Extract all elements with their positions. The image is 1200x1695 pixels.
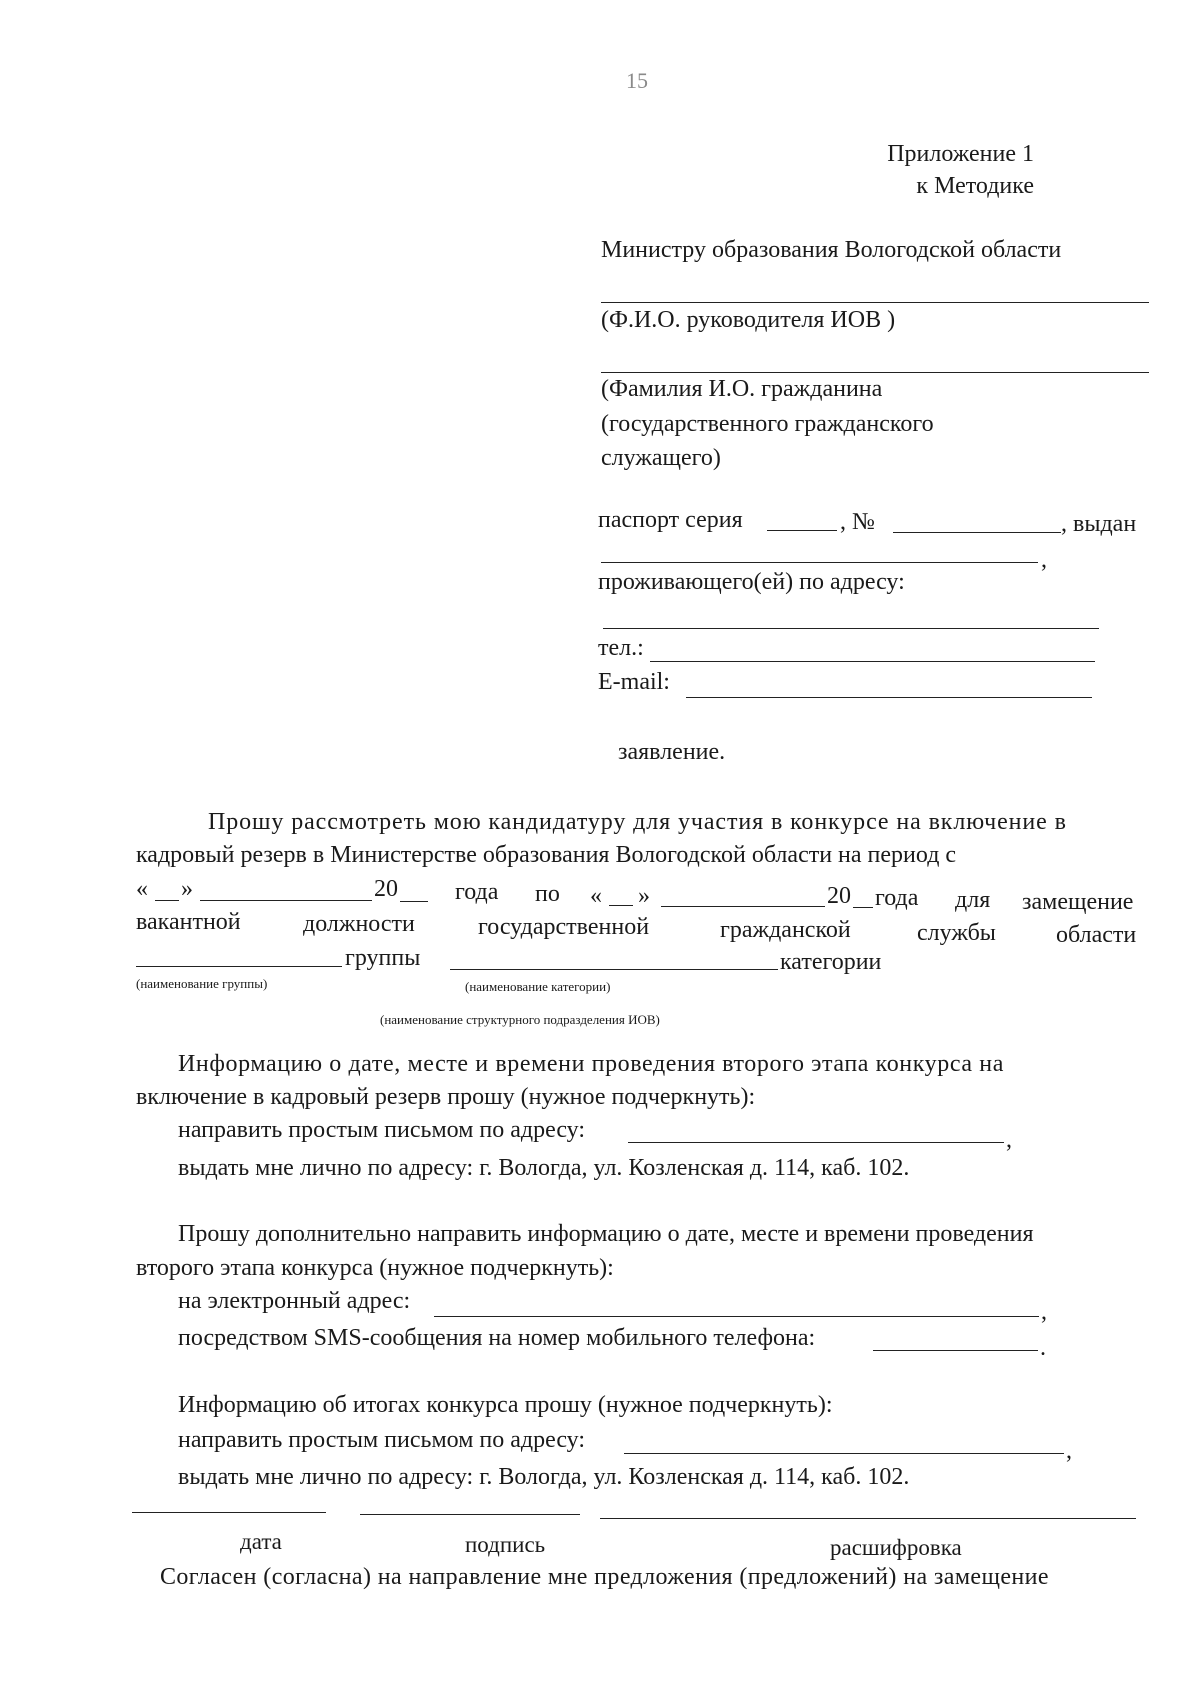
additional-email: на электронный адрес: [178, 1288, 411, 1314]
passport-series-line [767, 530, 837, 531]
results-by-mail: направить простым письмом по адресу: [178, 1427, 586, 1453]
passport-series-label: паспорт серия [598, 507, 743, 533]
quote-open-1: « [136, 876, 148, 902]
year-line-2 [853, 907, 873, 908]
stage2-by-mail: направить простым письмом по адресу: [178, 1117, 586, 1143]
passport-issuer-line [601, 562, 1038, 563]
additional-phone-line [873, 1350, 1038, 1351]
stage2-line-1: Информацию о дате, месте и времени проведения второго этапа конкурса на [178, 1051, 1004, 1077]
passport-number-label: , № [840, 509, 875, 535]
word-position: должности [303, 911, 415, 937]
kategorii-label: категории [780, 949, 882, 975]
email-line [686, 697, 1092, 698]
stage2-line-2: включение в кадровый резерв прошу (нужное подчеркнуть): [136, 1084, 756, 1110]
year-1: 20 [374, 876, 398, 902]
results-mail-line [624, 1453, 1064, 1454]
applicant-hint-3: служащего) [601, 445, 721, 471]
address-line [603, 628, 1099, 629]
quote-close-1: » [181, 876, 193, 902]
category-line [450, 969, 778, 970]
additional-comma: , [1041, 1299, 1047, 1325]
month-line-1 [200, 900, 372, 901]
date-caption: дата [240, 1529, 282, 1554]
results-line-1: Информацию об итогах конкурса прошу (нужное подчеркнуть): [178, 1392, 833, 1418]
additional-email-line [434, 1316, 1039, 1317]
signature-line [360, 1514, 580, 1515]
day-line-2 [609, 905, 633, 906]
additional-period: . [1040, 1335, 1046, 1361]
goda-1: года [455, 879, 499, 905]
request-text-1: Прошу рассмотреть мою кандидатуру для участия в конкурсе на включение в [208, 809, 1067, 835]
stage2-mail-line [628, 1142, 1004, 1143]
phone-label: тел.: [598, 635, 644, 661]
residing-label: проживающего(ей) по адресу: [598, 569, 905, 595]
word-vacant: вакантной [136, 909, 241, 935]
word-region: области [1056, 922, 1137, 948]
date-line [132, 1512, 326, 1513]
quote-open-2: « [590, 883, 602, 909]
passport-number-line [893, 532, 1061, 533]
issuer-comma: , [1041, 547, 1047, 573]
page-number: 15 [626, 68, 648, 93]
unit-hint: (наименование структурного подразделения ИОВ) [380, 1012, 660, 1027]
category-hint: (наименование категории) [465, 979, 611, 994]
stage2-in-person: выдать мне лично по адресу: г. Вологда, ул. Козленская д. 114, каб. 102. [178, 1155, 910, 1181]
stage2-comma: , [1006, 1127, 1012, 1153]
month-line-2 [661, 906, 825, 907]
zameshchenie: замещение [1022, 889, 1134, 915]
results-in-person: выдать мне лично по адресу: г. Вологда, ул. Козленская д. 114, каб. 102. [178, 1464, 910, 1490]
gruppy-label: группы [345, 945, 421, 971]
decode-caption: расшифровка [830, 1535, 962, 1560]
word-civil: гражданской [720, 917, 851, 943]
appendix-methodology: к Методике [916, 173, 1034, 199]
day-line-1 [155, 900, 179, 901]
group-hint: (наименование группы) [136, 976, 268, 991]
request-line-2: кадровый резерв в Министерстве образования Вологодской области на период с [136, 842, 957, 868]
year-2: 20 [827, 883, 851, 909]
results-comma: , [1066, 1438, 1072, 1464]
applicant-name-line [601, 372, 1149, 373]
additional-line-2: второго этапа конкурса (нужное подчеркнуть): [136, 1255, 614, 1281]
dlya: для [955, 887, 991, 913]
quote-close-2: » [638, 883, 650, 909]
decode-line [600, 1518, 1136, 1519]
passport-issued-label: , выдан [1061, 511, 1137, 537]
email-label: E-mail: [598, 669, 670, 695]
addressee-minister: Министру образования Вологодской области [601, 237, 1062, 263]
additional-sms: посредством SMS-сообщения на номер мобильного телефона: [178, 1325, 816, 1351]
po: по [535, 881, 560, 907]
word-state: государственной [478, 914, 650, 940]
word-service: службы [917, 920, 996, 946]
request-line-1 [208, 810, 1143, 834]
signature-caption: подпись [465, 1532, 546, 1557]
additional-line-1: Прошу дополнительно направить информацию о дате, месте и времени проведения [178, 1221, 1034, 1247]
goda-2: года [875, 885, 919, 911]
applicant-hint-1: (Фамилия И.О. гражданина [601, 376, 883, 402]
phone-line [650, 661, 1095, 662]
year-line-1 [400, 901, 428, 902]
group-line [136, 966, 342, 967]
appendix-label: Приложение 1 [887, 141, 1034, 167]
head-name-hint: (Ф.И.О. руководителя ИОВ ) [601, 307, 896, 333]
document-title: заявление. [618, 739, 726, 765]
consent-line: Согласен (согласна) на направление мне предложения (предложений) на замещение [160, 1564, 1049, 1590]
head-name-line [601, 302, 1149, 303]
applicant-hint-2: (государственного гражданского [601, 411, 934, 437]
